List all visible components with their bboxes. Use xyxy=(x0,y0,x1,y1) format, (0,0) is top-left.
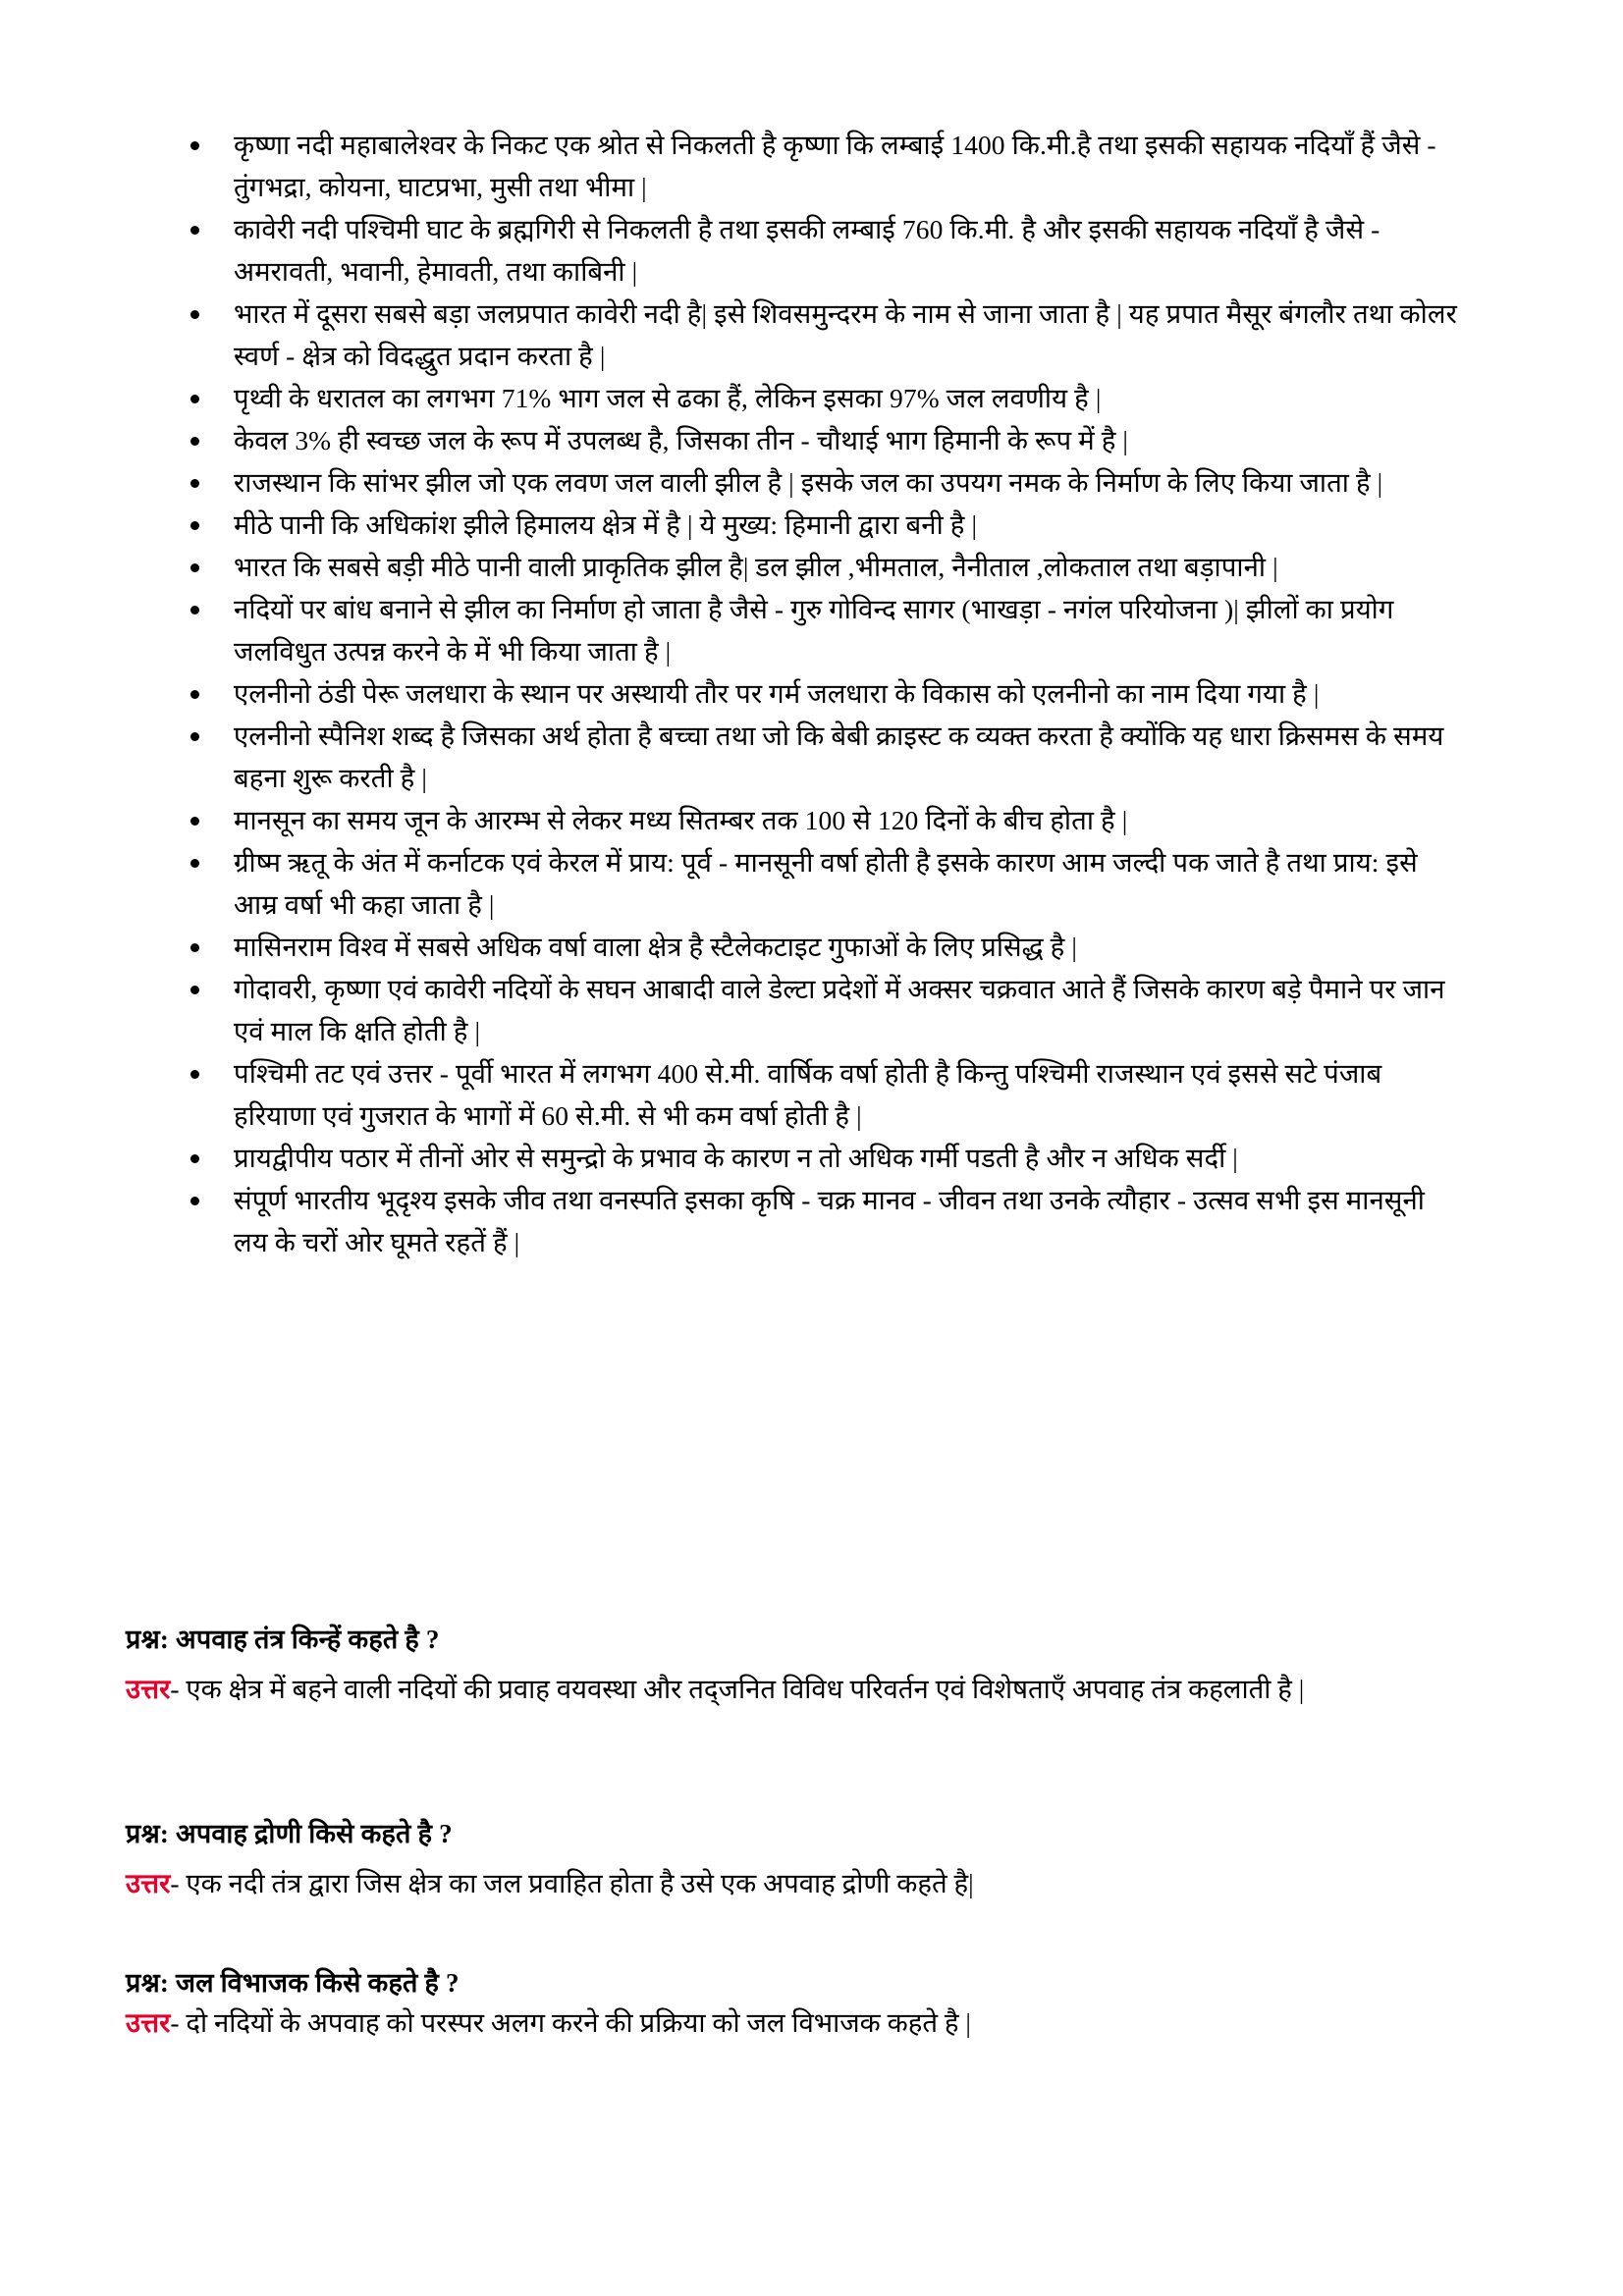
answer-text: एक क्षेत्र में बहने वाली नदियों की प्रवाह वयवस्था और तद्जनित विविध परिवर्तन एवं विशेषताएँ अपवाह तंत्र कहलाती है | xyxy=(186,1674,1305,1704)
list-item: एलनीनो ठंडी पेरू जलधारा के स्थान पर अस्थायी तौर पर गर्म जलधारा के विकास को एलनीनो का नाम दिया गया है | xyxy=(187,672,1463,715)
list-item: कावेरी नदी पश्चिमी घाट के ब्रह्मगिरी से निकलती है तथा इसकी लम्बाई 760 कि.मी. है और इसकी सहायक नदियाँ है जैसे - अमरावती, भवानी, हेमावती, तथा काबिनी | xyxy=(187,208,1463,293)
list-item: कृष्णा नदी महाबालेश्वर के निकट एक श्रोत से निकलती है कृष्णा कि लम्बाई 1400 कि.मी.है तथा इसकी सहायक नदियाँ हैं जैसे - तुंगभद्रा, कोयना, घाटप्रभा, मुसी तथा भीमा | xyxy=(187,124,1463,208)
list-item: नदियों पर बांध बनाने से झील का निर्माण हो जाता है जैसे - गुरु गोविन्द सागर (भाखड़ा - नगंल परियोजना )| झीलों का प्रयोग जलविधुत उत्पन्न करने के में भी किया जाता है | xyxy=(187,588,1463,672)
list-item: राजस्थान कि सांभर झील जो एक लवण जल वाली झील है | इसके जल का उपयग नमक के निर्माण के लिए किया जाता है | xyxy=(187,461,1463,504)
answer-line xyxy=(126,1669,1481,1710)
answer-label: उत्तर xyxy=(126,1674,171,1704)
list-item: गोदावरी, कृष्णा एवं कावेरी नदियों के सघन आबादी वाले डेल्टा प्रदेशों में अक्सर चक्रवात आते हैं जिसके कारण बड़े पैमाने पर जान एवं माल कि क्षति होती है | xyxy=(187,968,1463,1052)
list-item: भारत कि सबसे बड़ी मीठे पानी वाली प्राकृतिक झील है| डल झील ,भीमताल, नैनीताल ,लोकताल तथा बड़ापानी | xyxy=(187,546,1463,588)
answer-dash: - xyxy=(170,1674,187,1704)
answer-label: उत्तर xyxy=(126,1868,171,1898)
list-item: संपूर्ण भारतीय भूदृश्य इसके जीव तथा वनस्पति इसका कृषि - चक्र मानव - जीवन तथा उनके त्यौहार - उत्सव सभी इस मानसूनी लय के चरों ओर घूमते रहतें हैं | xyxy=(187,1179,1463,1263)
answer-label: उत्तर xyxy=(126,2007,171,2038)
qa-block-1 xyxy=(126,1620,1481,1710)
answer-line xyxy=(126,1863,1481,1904)
list-item: प्रायद्वीपीय पठार में तीनों ओर से समुन्द्रो के प्रभाव के कारण न तो अधिक गर्मी पडती है और न अधिक सर्दी | xyxy=(187,1137,1463,1179)
list-item: मानसून का समय जून के आरम्भ से लेकर मध्य सितम्बर तक 100 से 120 दिनों के बीच होता है | xyxy=(187,799,1463,841)
list-item: एलनीनो स्पैनिश शब्द है जिसका अर्थ होता है बच्चा तथा जो कि बेबी क्राइस्ट क व्यक्त करता है क्योंकि यह धारा क्रिसमस के समय बहना शुरू करती है | xyxy=(187,715,1463,799)
qa-block-3 xyxy=(126,1963,1481,2044)
question-text: प्रश्न: अपवाह द्रोणी किसे कहते है ? xyxy=(126,1819,453,1848)
list-item: मासिनराम विश्व में सबसे अधिक वर्षा वाला क्षेत्र है स्टैलेकटाइट गुफाओं के लिए प्रसिद्ध है | xyxy=(187,926,1463,968)
list-item: मीठे पानी कि अधिकांश झीले हिमालय क्षेत्र में है | ये मुख्य: हिमानी द्वारा बनी है | xyxy=(187,504,1463,546)
question-text: प्रश्न: जल विभाजक किसे कहते है ? xyxy=(126,1968,460,1998)
list-item: ग्रीष्म ऋतू के अंत में कर्नाटक एवं केरल में प्राय: पूर्व - मानसूनी वर्षा होती है इसके कारण आम जल्दी पक जाते है तथा प्राय: इसे आम्र वर्षा भी कहा जाता है | xyxy=(187,841,1463,926)
qa-block-2 xyxy=(126,1814,1481,1904)
answer-text: एक नदी तंत्र द्वारा जिस क्षेत्र का जल प्रवाहित होता है उसे एक अपवाह द्रोणी कहते है| xyxy=(186,1868,974,1898)
notes-bullet-list xyxy=(187,124,1463,1263)
qa-spacer xyxy=(126,1853,1481,1863)
list-item: भारत में दूसरा सबसे बड़ा जलप्रपात कावेरी नदी है| इसे शिवसमुन्दरम के नाम से जाना जाता है | यह प्रपात मैसूर बंगलौर तथा कोलर स्वर्ण - क्षेत्र को विदद्धुत प्रदान करता है | xyxy=(187,293,1463,377)
answer-text: दो नदियों के अपवाह को परस्पर अलग करने की प्रक्रिया को जल विभाजक कहते है | xyxy=(186,2007,971,2038)
question-text: प्रश्न: अपवाह तंत्र किन्हें कहते है ? xyxy=(126,1625,440,1654)
answer-line xyxy=(126,2002,1481,2044)
list-item: केवल 3% ही स्वच्छ जल के रूप में उपलब्ध है, जिसका तीन - चौथाई भाग हिमानी के रूप में है | xyxy=(187,419,1463,461)
list-item: पश्चिमी तट एवं उत्तर - पूर्वी भारत में लगभग 400 से.मी. वार्षिक वर्षा होती है किन्तु पश्चिमी राजस्थान एवं इससे सटे पंजाब हरियाणा एवं गुजरात के भागों में 60 से.मी. से भी कम वर्षा होती है | xyxy=(187,1052,1463,1137)
answer-dash: - xyxy=(170,2007,187,2038)
answer-dash: - xyxy=(170,1868,187,1898)
qa-spacer xyxy=(126,1659,1481,1669)
list-item: पृथ्वी के धरातल का लगभग 71% भाग जल से ढका हैं, लेकिन इसका 97% जल लवणीय है | xyxy=(187,377,1463,419)
